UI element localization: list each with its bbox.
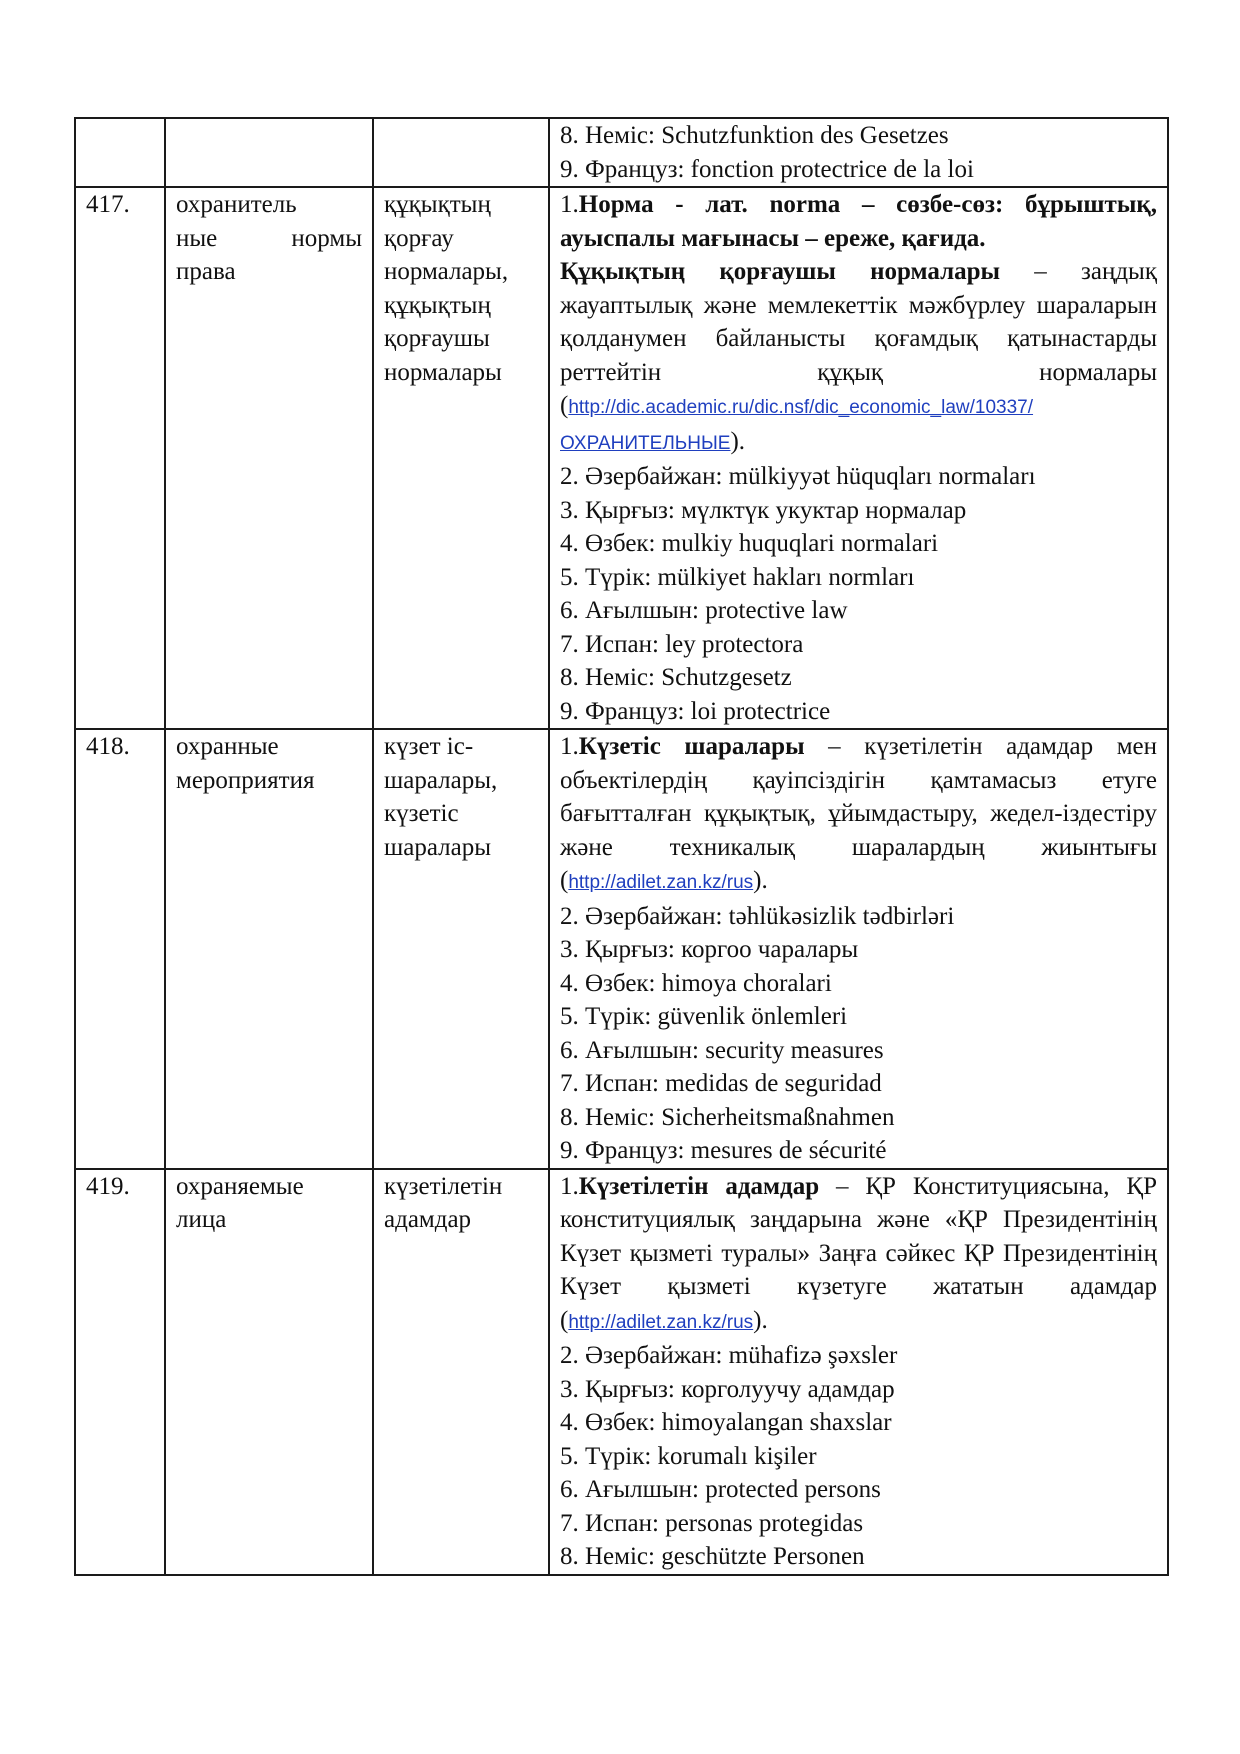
translation-line: 7. Испан: ley protectora — [560, 630, 804, 658]
kazakh-term-cell — [373, 1169, 549, 1575]
kazakh-term-line: құқықтың — [384, 291, 491, 319]
russian-term-line: охранитель — [176, 191, 297, 218]
translation-line: 8. Неміс: Schutzfunktion des Gesetzes — [560, 122, 949, 149]
kazakh-term-line: шаралары, — [384, 766, 498, 794]
russian-term-cell — [165, 1169, 373, 1575]
definition-text: 1.Норма - лат. norma – сөзбе-сөз: бұрыштық, ауыспалы мағынасы – ереже, қағида. — [560, 191, 1157, 252]
table-row — [75, 1169, 1168, 1575]
etymology-heading: Норма - лат. norma – сөзбе-сөз: бұрыштық, ауыспалы мағынасы – ереже, қағида. — [560, 191, 1157, 252]
definition-term: Күзетілетін адамдар — [578, 1172, 820, 1200]
kazakh-term-cell — [373, 118, 549, 187]
russian-term-line: мероприятия — [176, 766, 315, 794]
translation-line: 3. Қырғыз: корголуучу адамдар — [560, 1375, 895, 1403]
table-row — [75, 118, 1168, 187]
kazakh-term-line: күзетіс — [384, 800, 459, 827]
kazakh-term-cell — [373, 187, 549, 729]
kazakh-term-line: шаралары — [384, 833, 492, 861]
definition-body: – заңдық жауаптылық және мемлекеттік мәжбүрлеу шараларын қолданумен байланысты қоғамдық қатынастарды реттейтін құқық нормалары ( — [560, 258, 1157, 419]
translation-line: 3. Қырғыз: мүлктүк укуктар нормалар — [560, 496, 967, 524]
translation-line: 3. Қырғыз: коргоо чаралары — [560, 936, 859, 963]
russian-term-line: ные нормы — [176, 224, 362, 252]
definition-cell — [549, 118, 1168, 187]
translation-line: 5. Түрік: güvenlik önlemleri — [560, 1003, 848, 1030]
translation-line: 6. Ағылшын: protected persons — [560, 1476, 881, 1503]
translation-line: 7. Испан: medidas de seguridad — [560, 1070, 882, 1097]
kazakh-term-line: құқықтың — [384, 191, 491, 218]
translation-line: 7. Испан: personas protegidas — [560, 1509, 864, 1537]
definition-cell — [549, 187, 1168, 729]
translation-line: 9. Француз: fonction protectrice de la loi — [560, 155, 974, 183]
translation-line: 6. Ағылшын: security measures — [560, 1036, 884, 1064]
russian-term-cell — [165, 187, 373, 729]
translation-line: 4. Өзбек: mulkiy huquqlari normalari — [560, 530, 939, 557]
definition-cell — [549, 1169, 1168, 1575]
translation-line: 6. Ағылшын: protective law — [560, 597, 848, 624]
entry-number — [75, 118, 165, 187]
source-link[interactable]: http://dic.academic.ru/dic.nsf/dic_economic_law/10337/ОХРАНИТЕЛЬНЫЕ — [560, 397, 1034, 454]
translation-line: 8. Неміс: geschützte Personen — [560, 1543, 865, 1570]
kazakh-term-line: адамдар — [384, 1206, 472, 1233]
table-row — [75, 187, 1168, 729]
russian-term-line: охраняемые — [176, 1172, 304, 1200]
glossary-table — [74, 117, 1169, 1576]
kazakh-term-line: қорғаушы — [384, 325, 490, 352]
translation-line: 4. Өзбек: himoyalangan shaxslar — [560, 1409, 892, 1436]
table-row — [75, 729, 1168, 1169]
definition-body: – ҚР Конституциясына, ҚР конституциялық заңдарына және «ҚР Президентінің Күзет қызметі туралы» Заңға сәйкес ҚР Президентінің Күзет қызметі күзетуге жататын адамдар ( — [560, 1172, 1157, 1334]
translation-line: 8. Неміс: Schutzgesetz — [560, 664, 792, 691]
kazakh-term-line: күзетілетін — [384, 1172, 503, 1200]
kazakh-term-line: нормалары, — [384, 258, 509, 285]
definition-cell — [549, 729, 1168, 1169]
definition-text: Құқықтың қорғаушы нормалары – заңдық жауаптылық және мемлекеттік мәжбүрлеу шараларын қолданумен байланысты қоғамдық қатынастарды реттейтін құқық нормалары (http://dic.academic.ru/dic.nsf/dic_economic_law/10337/ОХРАНИТЕЛЬНЫЕ). — [560, 258, 1157, 455]
entry-number: 419. — [75, 1169, 165, 1575]
translation-line: 4. Өзбек: himoya choralari — [560, 969, 832, 997]
translation-line: 8. Неміс: Sicherheitsmaßnahmen — [560, 1103, 895, 1131]
translation-line: 2. Әзербайжан: mühafizə şəxsler — [560, 1342, 898, 1369]
translation-line: 9. Француз: loi protectrice — [560, 697, 831, 725]
translation-line: 2. Әзербайжан: təhlükəsizlik tədbirləri — [560, 902, 955, 930]
definition-text: 1.Күзетіс шаралары – күзетілетін адамдар мен объектілердің қауіпсіздігін қамтамасыз етуге бағытталған құқықтық, ұйымдастыру, жедел-іздестіру және техникалық шаралардың жиынтығы (http://adilet.zan.kz/rus). — [560, 733, 1157, 894]
kazakh-term-line: қорғау — [384, 224, 454, 252]
entry-number: 418. — [75, 729, 165, 1169]
russian-term-line: права — [176, 258, 236, 285]
russian-term-cell — [165, 729, 373, 1169]
entry-number: 417. — [75, 187, 165, 729]
kazakh-term-line: нормалары — [384, 358, 502, 386]
definition-term: Күзетіс шаралары — [578, 733, 805, 760]
russian-term-line: лица — [176, 1206, 227, 1233]
translation-line: 5. Түрік: korumalı kişiler — [560, 1442, 817, 1470]
kazakh-term-cell — [373, 729, 549, 1169]
kazakh-term-line: күзет іс- — [384, 733, 474, 760]
definition-term: Құқықтың қорғаушы нормалары — [560, 258, 1001, 285]
russian-term-line: охранные — [176, 733, 279, 760]
translation-line: 9. Француз: mesures de sécurité — [560, 1137, 887, 1164]
translation-line: 2. Әзербайжан: mülkiyyət hüquqları normaları — [560, 463, 1036, 490]
source-link[interactable]: http://adilet.zan.kz/rus — [568, 872, 754, 893]
source-link[interactable]: http://adilet.zan.kz/rus — [568, 1311, 754, 1333]
definition-body: – күзетілетін адамдар мен объектілердің қауіпсіздігін қамтамасыз етуге бағытталған құқықтық, ұйымдастыру, жедел-іздестіру және техникалық шаралардың жиынтығы ( — [560, 733, 1157, 894]
definition-text: 1.Күзетілетін адамдар – ҚР Конституциясына, ҚР конституциялық заңдарына және «ҚР Президентінің Күзет қызметі туралы» Заңға сәйкес ҚР Президентінің Күзет қызметі күзетуге жататын адамдар (http://adilet.zan.kz/rus). — [560, 1172, 1157, 1334]
translation-line: 5. Түрік: mülkiyet hakları normları — [560, 563, 915, 591]
russian-term-cell — [165, 118, 373, 187]
